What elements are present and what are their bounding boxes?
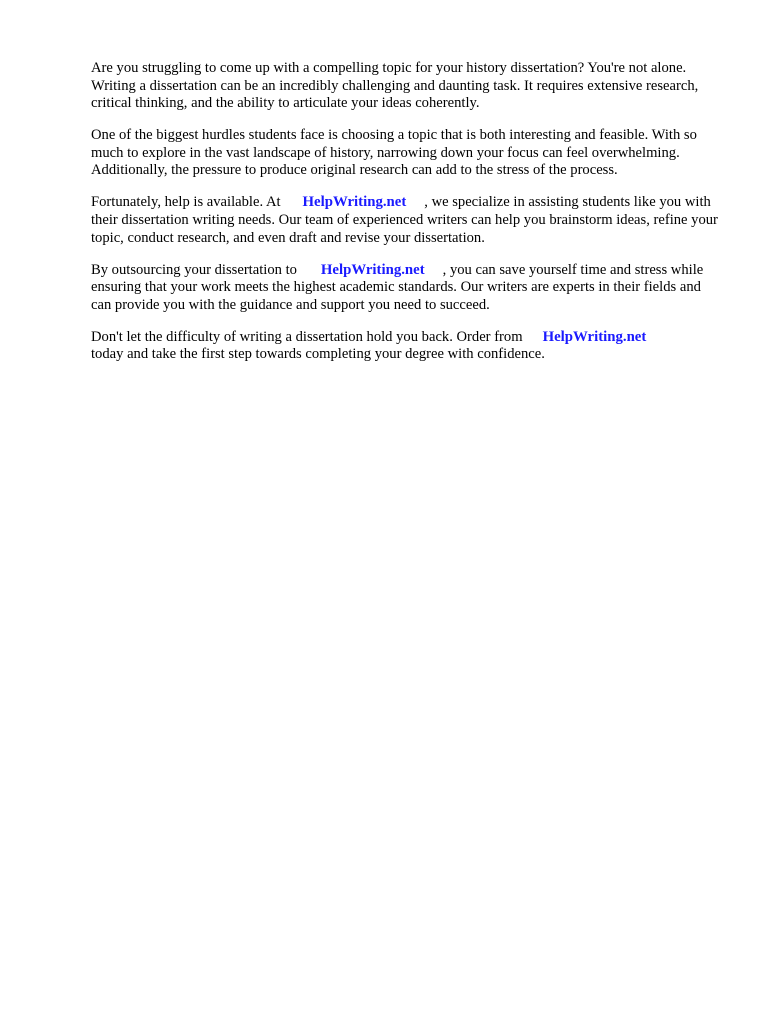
paragraph-outsourcing	[91, 262, 723, 315]
paragraph-call-to-action	[91, 329, 723, 364]
paragraph-intro: Are you struggling to come up with a compelling topic for your history dissertation? You're not alone. Writing a dissertation can be an incredibly challenging and daunting task. It requires extensive research, critical thinking, and the ability to articulate your ideas coherently.	[91, 60, 699, 112]
paragraph-help-available	[91, 194, 723, 247]
paragraph-text: Fortunately, help is available. At	[91, 194, 281, 211]
helpwriting-link[interactable]: HelpWriting.net	[320, 261, 425, 278]
paragraph-hurdles: One of the biggest hurdles students face is choosing a topic that is both interesting and feasible. With so much to explore in the vast landscape of history, narrowing down your focus can feel overwhelming. Additionally, the pressure to produce original research can add to the stress of the process.	[91, 127, 697, 179]
paragraph-text: , we specialize in assisting students like you with their dissertation writing needs. Our team of experienced writers can help you brainstorm ideas, refine your topic, conduct research, and even draft and revise your dissertation.	[91, 194, 718, 246]
paragraph-text: Don't let the difficulty of writing a dissertation hold you back. Order from	[91, 328, 523, 345]
helpwriting-link[interactable]: HelpWriting.net	[542, 328, 647, 345]
paragraph-text: today and take the first step towards completing your degree with confidence.	[91, 346, 545, 363]
helpwriting-link[interactable]: HelpWriting.net	[302, 194, 407, 211]
paragraph-text: , you can save yourself time and stress while ensuring that your work meets the highest academic standards. Our writers are experts in their fields and can provide you with the guidance and support you need to succeed.	[91, 261, 704, 313]
paragraph-text: By outsourcing your dissertation to	[91, 261, 297, 278]
document-body	[91, 60, 723, 378]
